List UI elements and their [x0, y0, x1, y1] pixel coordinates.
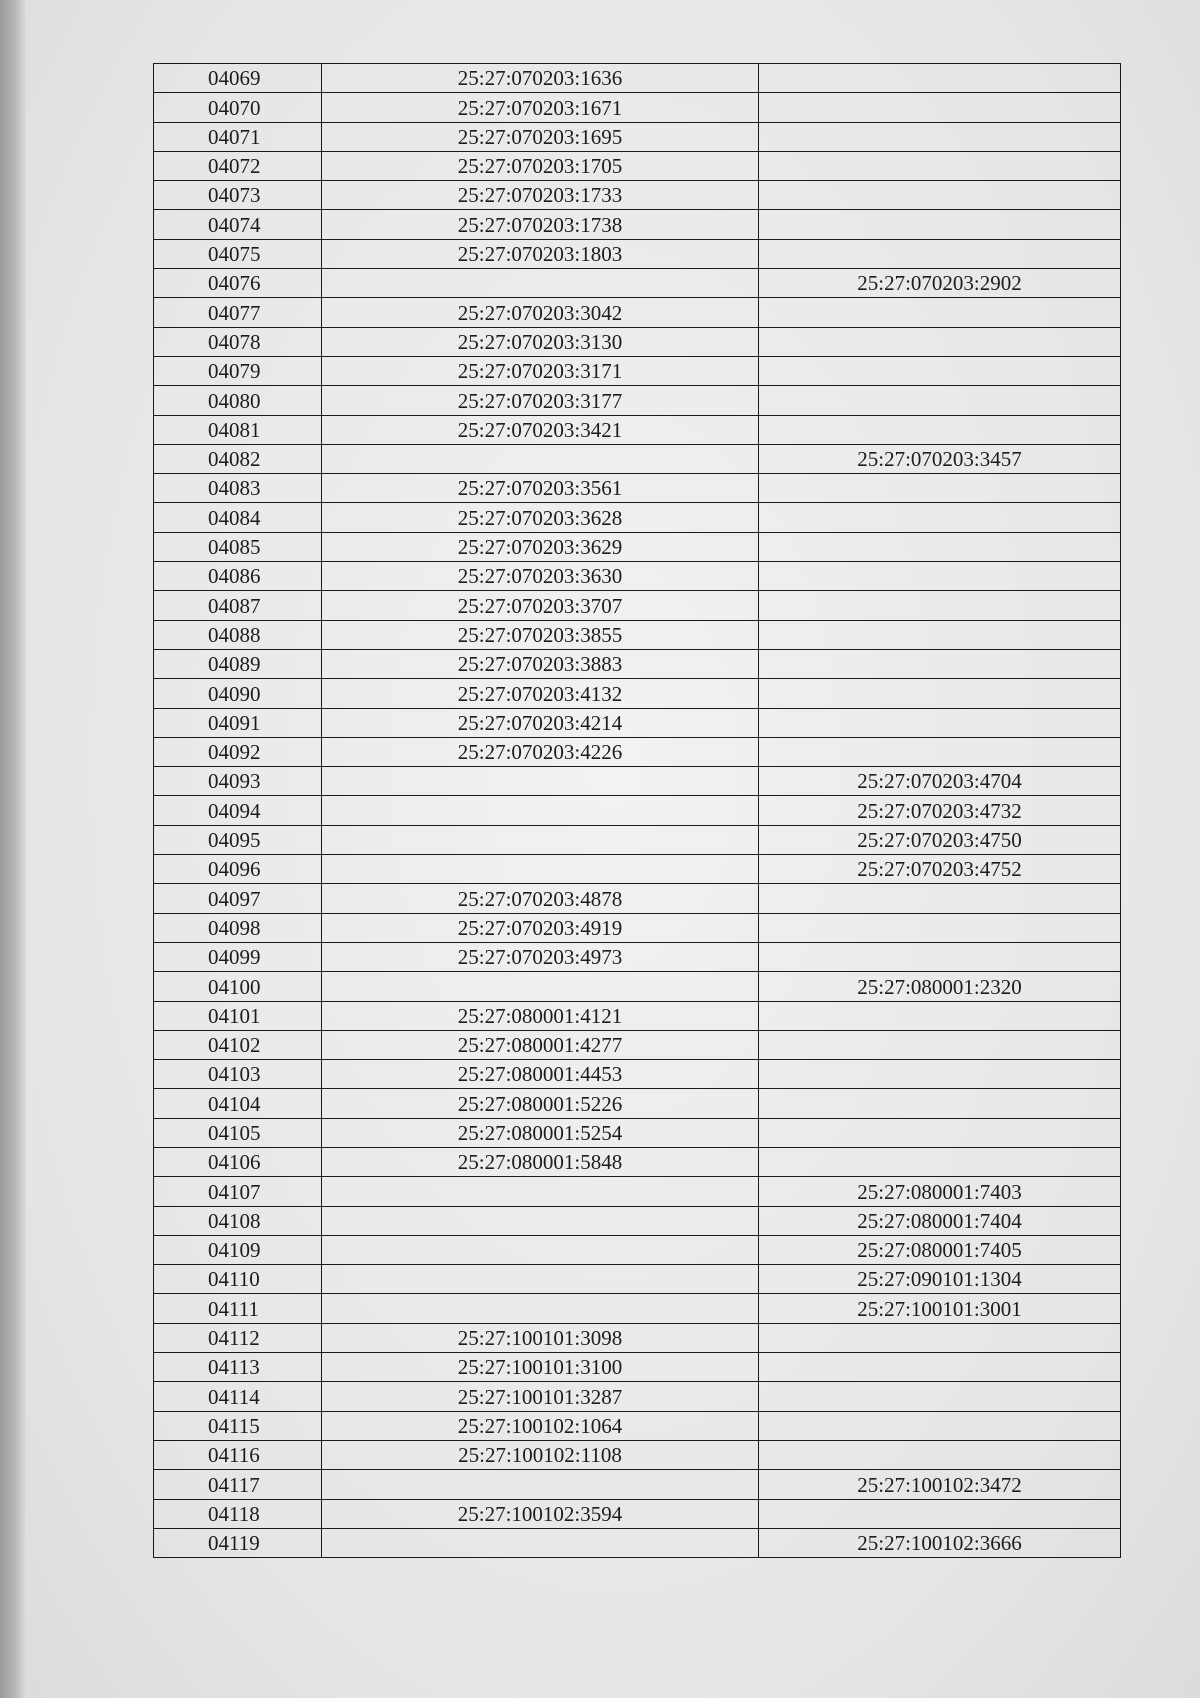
row-number-cell: 04078	[154, 327, 322, 356]
related-cadastral-number-cell: 25:27:100102:3666	[759, 1528, 1121, 1557]
cadastral-number-cell: 25:27:080001:4277	[322, 1030, 759, 1059]
row-number-cell: 04100	[154, 972, 322, 1001]
cadastral-number-cell	[322, 444, 759, 473]
related-cadastral-number-cell	[759, 327, 1121, 356]
cadastral-number-cell: 25:27:070203:4919	[322, 913, 759, 942]
related-cadastral-number-cell	[759, 64, 1121, 93]
related-cadastral-number-cell	[759, 181, 1121, 210]
table-row	[154, 151, 1121, 180]
cadastral-number-cell: 25:27:080001:5254	[322, 1118, 759, 1147]
related-cadastral-number-cell	[759, 1118, 1121, 1147]
table-row	[154, 708, 1121, 737]
cadastral-number-cell: 25:27:070203:3883	[322, 649, 759, 678]
table-row	[154, 1177, 1121, 1206]
cadastral-number-cell: 25:27:100102:1108	[322, 1440, 759, 1469]
row-number-cell: 04072	[154, 151, 322, 180]
row-number-cell: 04107	[154, 1177, 322, 1206]
table-row	[154, 532, 1121, 561]
table-row	[154, 210, 1121, 239]
related-cadastral-number-cell: 25:27:100101:3001	[759, 1294, 1121, 1323]
cadastral-number-cell	[322, 1235, 759, 1264]
related-cadastral-number-cell: 25:27:070203:4704	[759, 767, 1121, 796]
related-cadastral-number-cell: 25:27:070203:4752	[759, 855, 1121, 884]
cadastral-number-cell: 25:27:100101:3287	[322, 1382, 759, 1411]
table-row	[154, 298, 1121, 327]
row-number-cell: 04115	[154, 1411, 322, 1440]
cadastral-number-cell: 25:27:070203:3629	[322, 532, 759, 561]
cadastral-number-cell: 25:27:070203:3130	[322, 327, 759, 356]
related-cadastral-number-cell	[759, 1147, 1121, 1176]
table-row	[154, 239, 1121, 268]
row-number-cell: 04074	[154, 210, 322, 239]
related-cadastral-number-cell	[759, 122, 1121, 151]
cadastral-number-cell: 25:27:070203:3177	[322, 386, 759, 415]
related-cadastral-number-cell	[759, 708, 1121, 737]
related-cadastral-number-cell: 25:27:080001:7403	[759, 1177, 1121, 1206]
cadastral-number-cell: 25:27:070203:4214	[322, 708, 759, 737]
cadastral-number-cell: 25:27:070203:1733	[322, 181, 759, 210]
cadastral-number-cell: 25:27:070203:4132	[322, 679, 759, 708]
cadastral-number-cell	[322, 1177, 759, 1206]
cadastral-number-cell	[322, 1294, 759, 1323]
related-cadastral-number-cell	[759, 884, 1121, 913]
cadastral-number-cell	[322, 825, 759, 854]
row-number-cell: 04112	[154, 1323, 322, 1352]
cadastral-number-cell	[322, 972, 759, 1001]
related-cadastral-number-cell	[759, 942, 1121, 971]
table-row	[154, 1323, 1121, 1352]
cadastral-number-cell: 25:27:100101:3098	[322, 1323, 759, 1352]
cadastral-number-cell: 25:27:070203:1803	[322, 239, 759, 268]
row-number-cell: 04094	[154, 796, 322, 825]
row-number-cell: 04104	[154, 1089, 322, 1118]
related-cadastral-number-cell: 25:27:090101:1304	[759, 1265, 1121, 1294]
related-cadastral-number-cell	[759, 620, 1121, 649]
row-number-cell: 04108	[154, 1206, 322, 1235]
related-cadastral-number-cell	[759, 913, 1121, 942]
cadastral-number-cell	[322, 855, 759, 884]
row-number-cell: 04102	[154, 1030, 322, 1059]
table-row	[154, 972, 1121, 1001]
cadastral-number-cell	[322, 796, 759, 825]
cadastral-number-cell: 25:27:070203:3561	[322, 474, 759, 503]
table-row	[154, 1528, 1121, 1557]
table-row	[154, 1499, 1121, 1528]
table-row	[154, 1265, 1121, 1294]
row-number-cell: 04084	[154, 503, 322, 532]
row-number-cell: 04089	[154, 649, 322, 678]
row-number-cell: 04071	[154, 122, 322, 151]
row-number-cell: 04114	[154, 1382, 322, 1411]
table-row	[154, 679, 1121, 708]
table-row	[154, 649, 1121, 678]
row-number-cell: 04088	[154, 620, 322, 649]
table-row	[154, 591, 1121, 620]
scan-left-edge	[0, 0, 26, 1698]
table-row	[154, 122, 1121, 151]
cadastral-number-cell: 25:27:070203:4878	[322, 884, 759, 913]
table-row	[154, 1030, 1121, 1059]
row-number-cell: 04116	[154, 1440, 322, 1469]
related-cadastral-number-cell	[759, 1440, 1121, 1469]
cadastral-number-cell	[322, 1206, 759, 1235]
cadastral-number-cell	[322, 767, 759, 796]
table-row	[154, 620, 1121, 649]
table-body	[154, 64, 1121, 1558]
table-row	[154, 327, 1121, 356]
table-row	[154, 1235, 1121, 1264]
table-row	[154, 767, 1121, 796]
related-cadastral-number-cell	[759, 679, 1121, 708]
row-number-cell: 04117	[154, 1470, 322, 1499]
table-row	[154, 1089, 1121, 1118]
row-number-cell: 04093	[154, 767, 322, 796]
related-cadastral-number-cell: 25:27:070203:4732	[759, 796, 1121, 825]
cadastral-number-cell: 25:27:070203:3707	[322, 591, 759, 620]
table-row	[154, 1147, 1121, 1176]
related-cadastral-number-cell	[759, 93, 1121, 122]
related-cadastral-number-cell	[759, 239, 1121, 268]
table-row	[154, 942, 1121, 971]
table-row	[154, 444, 1121, 473]
related-cadastral-number-cell: 25:27:070203:2902	[759, 269, 1121, 298]
related-cadastral-number-cell	[759, 1089, 1121, 1118]
cadastral-number-cell: 25:27:070203:1705	[322, 151, 759, 180]
related-cadastral-number-cell: 25:27:070203:4750	[759, 825, 1121, 854]
cadastral-number-cell: 25:27:070203:4226	[322, 737, 759, 766]
table-row	[154, 1118, 1121, 1147]
row-number-cell: 04113	[154, 1353, 322, 1382]
cadastral-number-cell: 25:27:070203:1695	[322, 122, 759, 151]
table-row	[154, 1353, 1121, 1382]
table-row	[154, 386, 1121, 415]
row-number-cell: 04095	[154, 825, 322, 854]
row-number-cell: 04103	[154, 1060, 322, 1089]
row-number-cell: 04076	[154, 269, 322, 298]
related-cadastral-number-cell: 25:27:080001:7404	[759, 1206, 1121, 1235]
table-row	[154, 825, 1121, 854]
row-number-cell: 04075	[154, 239, 322, 268]
table-row	[154, 1294, 1121, 1323]
cadastral-number-cell: 25:27:080001:4121	[322, 1001, 759, 1030]
row-number-cell: 04070	[154, 93, 322, 122]
related-cadastral-number-cell	[759, 562, 1121, 591]
table-row	[154, 503, 1121, 532]
related-cadastral-number-cell	[759, 1499, 1121, 1528]
cadastral-number-cell: 25:27:080001:5226	[322, 1089, 759, 1118]
table-row	[154, 1411, 1121, 1440]
related-cadastral-number-cell	[759, 1030, 1121, 1059]
cadastral-number-cell: 25:27:070203:3628	[322, 503, 759, 532]
related-cadastral-number-cell	[759, 415, 1121, 444]
related-cadastral-number-cell	[759, 298, 1121, 327]
related-cadastral-number-cell	[759, 356, 1121, 385]
row-number-cell: 04101	[154, 1001, 322, 1030]
row-number-cell: 04097	[154, 884, 322, 913]
related-cadastral-number-cell	[759, 532, 1121, 561]
row-number-cell: 04087	[154, 591, 322, 620]
row-number-cell: 04081	[154, 415, 322, 444]
cadastral-number-cell: 25:27:070203:3421	[322, 415, 759, 444]
related-cadastral-number-cell: 25:27:080001:2320	[759, 972, 1121, 1001]
table-row	[154, 269, 1121, 298]
row-number-cell: 04083	[154, 474, 322, 503]
row-number-cell: 04096	[154, 855, 322, 884]
row-number-cell: 04080	[154, 386, 322, 415]
row-number-cell: 04085	[154, 532, 322, 561]
related-cadastral-number-cell	[759, 1353, 1121, 1382]
row-number-cell: 04079	[154, 356, 322, 385]
cadastral-number-cell: 25:27:070203:1636	[322, 64, 759, 93]
cadastral-number-cell	[322, 1528, 759, 1557]
table-row	[154, 93, 1121, 122]
cadastral-number-cell: 25:27:070203:3855	[322, 620, 759, 649]
cadastral-number-cell: 25:27:080001:4453	[322, 1060, 759, 1089]
row-number-cell: 04109	[154, 1235, 322, 1264]
table-row	[154, 1206, 1121, 1235]
table-row	[154, 1382, 1121, 1411]
related-cadastral-number-cell	[759, 1411, 1121, 1440]
row-number-cell: 04105	[154, 1118, 322, 1147]
table-row	[154, 181, 1121, 210]
related-cadastral-number-cell	[759, 386, 1121, 415]
table-row	[154, 913, 1121, 942]
related-cadastral-number-cell	[759, 210, 1121, 239]
cadastral-number-cell: 25:27:070203:1671	[322, 93, 759, 122]
row-number-cell: 04086	[154, 562, 322, 591]
cadastral-number-cell	[322, 269, 759, 298]
table-row	[154, 562, 1121, 591]
table-row	[154, 415, 1121, 444]
table-row	[154, 855, 1121, 884]
cadastral-number-cell: 25:27:100102:3594	[322, 1499, 759, 1528]
row-number-cell: 04098	[154, 913, 322, 942]
row-number-cell: 04077	[154, 298, 322, 327]
cadastral-number-cell: 25:27:100101:3100	[322, 1353, 759, 1382]
cadastral-number-table	[153, 63, 1121, 1558]
table-row	[154, 1470, 1121, 1499]
row-number-cell: 04091	[154, 708, 322, 737]
cadastral-number-cell	[322, 1265, 759, 1294]
row-number-cell: 04069	[154, 64, 322, 93]
cadastral-number-cell: 25:27:100102:1064	[322, 1411, 759, 1440]
cadastral-number-cell: 25:27:070203:1738	[322, 210, 759, 239]
related-cadastral-number-cell	[759, 737, 1121, 766]
table-row	[154, 1440, 1121, 1469]
row-number-cell: 04073	[154, 181, 322, 210]
table-row	[154, 474, 1121, 503]
cadastral-number-cell: 25:27:070203:4973	[322, 942, 759, 971]
table-row	[154, 1060, 1121, 1089]
cadastral-number-cell: 25:27:070203:3042	[322, 298, 759, 327]
table-row	[154, 1001, 1121, 1030]
row-number-cell: 04110	[154, 1265, 322, 1294]
related-cadastral-number-cell: 25:27:070203:3457	[759, 444, 1121, 473]
related-cadastral-number-cell	[759, 1323, 1121, 1352]
row-number-cell: 04119	[154, 1528, 322, 1557]
cadastral-number-cell: 25:27:080001:5848	[322, 1147, 759, 1176]
cadastral-number-cell	[322, 1470, 759, 1499]
table-row	[154, 356, 1121, 385]
row-number-cell: 04082	[154, 444, 322, 473]
row-number-cell: 04106	[154, 1147, 322, 1176]
cadastral-number-cell: 25:27:070203:3171	[322, 356, 759, 385]
related-cadastral-number-cell: 25:27:080001:7405	[759, 1235, 1121, 1264]
related-cadastral-number-cell	[759, 1382, 1121, 1411]
table-row	[154, 737, 1121, 766]
related-cadastral-number-cell	[759, 1060, 1121, 1089]
related-cadastral-number-cell	[759, 591, 1121, 620]
row-number-cell: 04092	[154, 737, 322, 766]
related-cadastral-number-cell	[759, 151, 1121, 180]
related-cadastral-number-cell: 25:27:100102:3472	[759, 1470, 1121, 1499]
cadastral-number-cell: 25:27:070203:3630	[322, 562, 759, 591]
related-cadastral-number-cell	[759, 1001, 1121, 1030]
table-row	[154, 884, 1121, 913]
row-number-cell: 04111	[154, 1294, 322, 1323]
row-number-cell: 04090	[154, 679, 322, 708]
related-cadastral-number-cell	[759, 474, 1121, 503]
related-cadastral-number-cell	[759, 649, 1121, 678]
table-row	[154, 796, 1121, 825]
row-number-cell: 04118	[154, 1499, 322, 1528]
row-number-cell: 04099	[154, 942, 322, 971]
related-cadastral-number-cell	[759, 503, 1121, 532]
table-row	[154, 64, 1121, 93]
